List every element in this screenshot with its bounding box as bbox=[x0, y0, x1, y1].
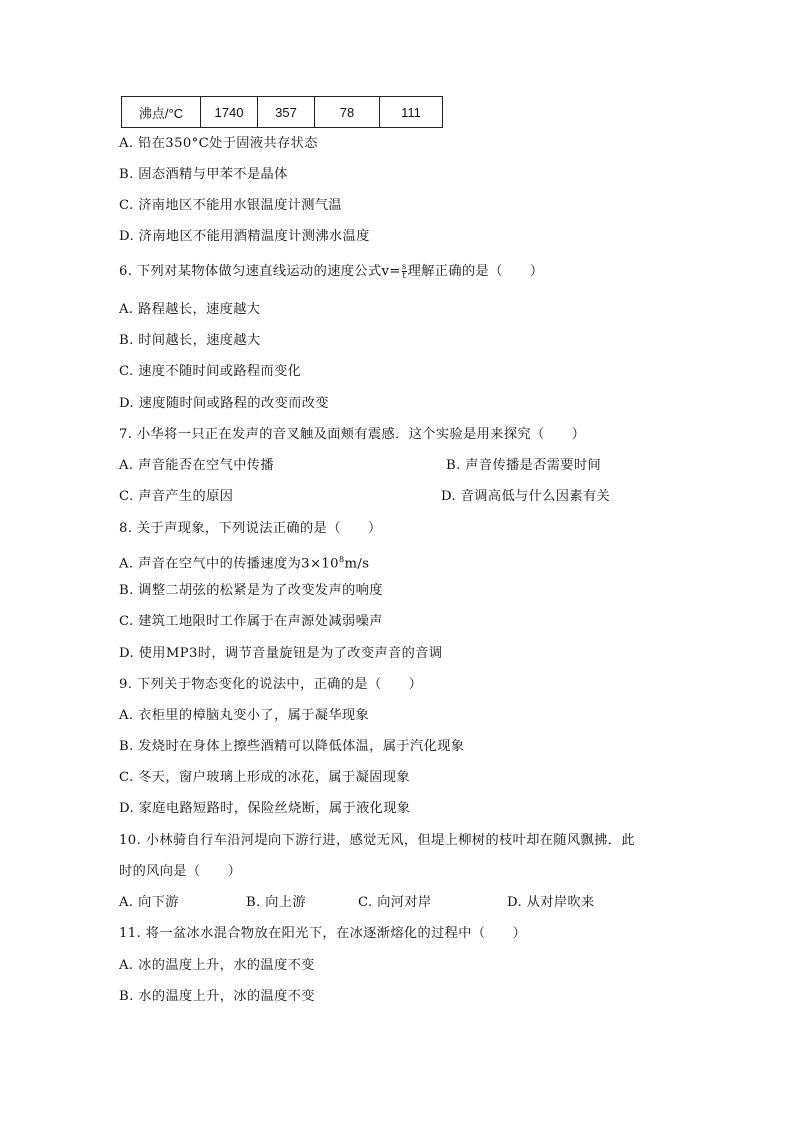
q6-stem bbox=[119, 263, 544, 281]
q6-option-b: B. 时间越长，速度越大 bbox=[119, 333, 261, 348]
q9-option-a: A. 衣柜里的樟脑丸变小了，属于凝华现象 bbox=[119, 708, 370, 723]
table-cell: 111 bbox=[380, 97, 443, 128]
exponent: 8 bbox=[338, 555, 345, 564]
q8-option-c: C. 建筑工地限时工作属于在声源处减弱噪声 bbox=[119, 614, 383, 629]
q5-option-b: B. 固态酒精与甲苯不是晶体 bbox=[119, 167, 288, 182]
q8-stem: 8. 关于声现象，下列说法正确的是（ ） bbox=[119, 521, 382, 536]
q7-option-c: C. 声音产生的原因 bbox=[119, 489, 234, 504]
q8-option-a bbox=[119, 551, 369, 573]
q11-stem: 11. 将一盆冰水混合物放在阳光下，在冰逐渐熔化的过程中（ ） bbox=[119, 926, 527, 941]
table-cell: 357 bbox=[258, 97, 315, 128]
q5-option-d: D. 济南地区不能用酒精温度计测沸水温度 bbox=[119, 229, 370, 244]
q7-stem: 7. 小华将一只正在发声的音叉触及面颊有震感．这个实验是用来探究（ ） bbox=[119, 427, 586, 442]
q6-stem-pre: 6. 下列对某物体做匀速直线运动的速度公式v= bbox=[119, 264, 401, 279]
q6-option-d: D. 速度随时间或路程的改变而改变 bbox=[119, 396, 329, 411]
table-cell: 78 bbox=[315, 97, 380, 128]
q9-option-c: C. 冬天，窗户玻璃上形成的冰花，属于凝固现象 bbox=[119, 770, 410, 785]
q10-stem-line2: 时的风向是（ ） bbox=[119, 864, 242, 879]
q5-option-c: C. 济南地区不能用水银温度计测气温 bbox=[119, 198, 343, 213]
q8-option-b: B. 调整二胡弦的松紧是为了改变发声的响度 bbox=[119, 583, 383, 598]
q6-option-c: C. 速度不随时间或路程而变化 bbox=[119, 364, 302, 379]
table-row bbox=[122, 97, 443, 128]
table-header-cell: 沸点/°C bbox=[122, 97, 201, 128]
q9-stem: 9. 下列关于物态变化的说法中，正确的是（ ） bbox=[119, 677, 423, 692]
q7-option-b: B. 声音传播是否需要时间 bbox=[446, 458, 602, 473]
q10-option-c: C. 向河对岸 bbox=[358, 895, 432, 910]
q11-option-a: A. 冰的温度上升，水的温度不变 bbox=[119, 958, 315, 973]
fraction-denominator: t bbox=[402, 271, 407, 281]
q7-option-a: A. 声音能否在空气中传播 bbox=[119, 458, 274, 473]
q10-option-b: B. 向上游 bbox=[246, 895, 307, 910]
q8-option-a-text: A. 声音在空气中的传播速度为3×10 bbox=[119, 556, 339, 572]
q11-option-b: B. 水的温度上升，冰的温度不变 bbox=[119, 989, 315, 1004]
q8-option-d: D. 使用MP3时，调节音量旋钮是为了改变声音的音调 bbox=[119, 646, 443, 661]
q6-option-a: A. 路程越长，速度越大 bbox=[119, 302, 261, 317]
q7-option-d: D. 音调高低与什么因素有关 bbox=[441, 489, 611, 504]
q10-option-d: D. 从对岸吹来 bbox=[507, 895, 595, 910]
boiling-point-table bbox=[121, 96, 443, 128]
q10-option-a: A. 向下游 bbox=[119, 895, 179, 910]
q5-option-a: A. 铅在350°C处于固液共存状态 bbox=[119, 136, 318, 151]
fraction-numerator: s bbox=[401, 262, 407, 272]
q9-option-b: B. 发烧时在身体上擦些酒精可以降低体温，属于汽化现象 bbox=[119, 739, 465, 754]
q8-option-a-unit: m/s bbox=[344, 556, 370, 572]
speed-formula-fraction bbox=[402, 263, 407, 280]
q10-stem-line1: 10. 小林骑自行车沿河堤向下游行进，感觉无风，但堤上柳树的枝叶却在随风飘拂．此 bbox=[119, 833, 635, 848]
q6-stem-post: 理解正确的是（ ） bbox=[407, 264, 544, 279]
table-cell: 1740 bbox=[201, 97, 258, 128]
q9-option-d: D. 家庭电路短路时，保险丝烧断，属于液化现象 bbox=[119, 801, 411, 816]
